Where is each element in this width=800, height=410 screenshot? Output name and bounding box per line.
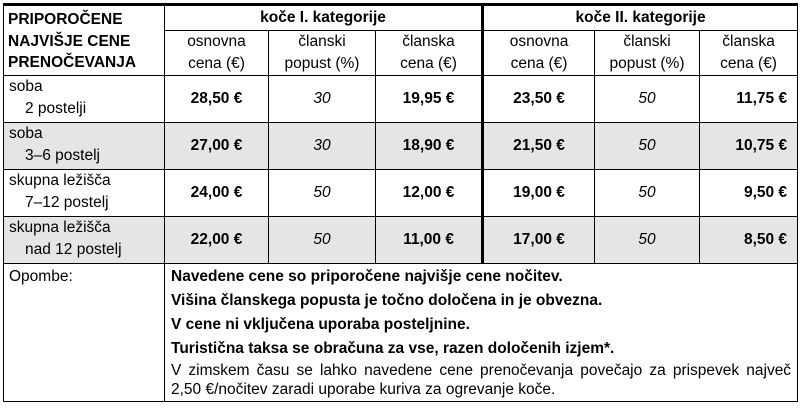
cell-member-price: 10,75 €: [700, 123, 798, 170]
cell-member-price: 18,90 €: [376, 123, 483, 170]
cell-member-price: 19,95 €: [376, 76, 483, 123]
cell-base-price: 19,00 €: [483, 170, 595, 217]
cell-base-price: 17,00 €: [483, 217, 595, 264]
cell-base-price: 28,50 €: [165, 76, 269, 123]
row-label: soba 2 postelji: [4, 76, 165, 123]
cell-member-price: 9,50 €: [700, 170, 798, 217]
cell-discount: 50: [595, 76, 700, 123]
col-header: osnovna cena (€): [483, 31, 595, 76]
note-line: Turistična taksa se obračuna za vse, razen določenih izjem*.: [171, 340, 615, 357]
table-row: [4, 170, 798, 217]
cell-member-price: 11,00 €: [376, 217, 483, 264]
table-row: [4, 217, 798, 264]
cell-discount: 50: [269, 217, 376, 264]
cell-base-price: 23,50 €: [483, 76, 595, 123]
notes-row: [4, 264, 798, 402]
cell-discount: 50: [595, 123, 700, 170]
notes-label: Opombe:: [4, 264, 165, 402]
cell-base-price: 24,00 €: [165, 170, 269, 217]
corner-line-3: PRENOČEVANJA: [8, 54, 137, 71]
cell-discount: 50: [269, 170, 376, 217]
cell-member-price: 8,50 €: [700, 217, 798, 264]
row-label: skupna ležišča nad 12 postelj: [4, 217, 165, 264]
cell-base-price: 22,00 €: [165, 217, 269, 264]
cell-base-price: 27,00 €: [165, 123, 269, 170]
cell-member-price: 12,00 €: [376, 170, 483, 217]
row-label: skupna ležišča 7–12 postelj: [4, 170, 165, 217]
cell-discount: 50: [595, 217, 700, 264]
cell-discount: 30: [269, 76, 376, 123]
cell-discount: 30: [269, 123, 376, 170]
col-header: osnovna cena (€): [165, 31, 269, 76]
corner-line-1: PRIPOROČENE: [8, 11, 123, 28]
col-header: članska cena (€): [700, 31, 798, 76]
table-corner-heading: [4, 5, 165, 76]
note-line: Višina članskega popusta je točno določena in je obvezna.: [171, 292, 603, 309]
table-row: [4, 76, 798, 123]
price-table-wrap: [3, 3, 797, 407]
col-header: članska cena (€): [376, 31, 483, 76]
corner-line-2: NAJVIŠJE CENE: [8, 32, 131, 50]
cell-discount: 50: [595, 170, 700, 217]
cell-member-price: 11,75 €: [700, 76, 798, 123]
price-table: [3, 3, 798, 402]
note-winter-surcharge: V zimskem času se lahko navedene cene prenočevanja povečajo za prispevek največ 2,50 €/nočitev zaradi uporabe kuriva za ogrevanje koče.: [171, 362, 792, 398]
notes-content: [165, 264, 798, 402]
category-1-heading: koče I. kategorije: [165, 5, 483, 31]
col-header: članski popust (%): [269, 31, 376, 76]
category-2-heading: koče II. kategorije: [483, 5, 798, 31]
cell-base-price: 21,50 €: [483, 123, 595, 170]
row-label: soba 3–6 postelj: [4, 123, 165, 170]
col-header: članski popust (%): [595, 31, 700, 76]
note-line: V cene ni vključena uporaba posteljnine.: [171, 316, 470, 333]
table-row: [4, 123, 798, 170]
note-line: Navedene cene so priporočene najvišje cene nočitev.: [171, 268, 563, 285]
